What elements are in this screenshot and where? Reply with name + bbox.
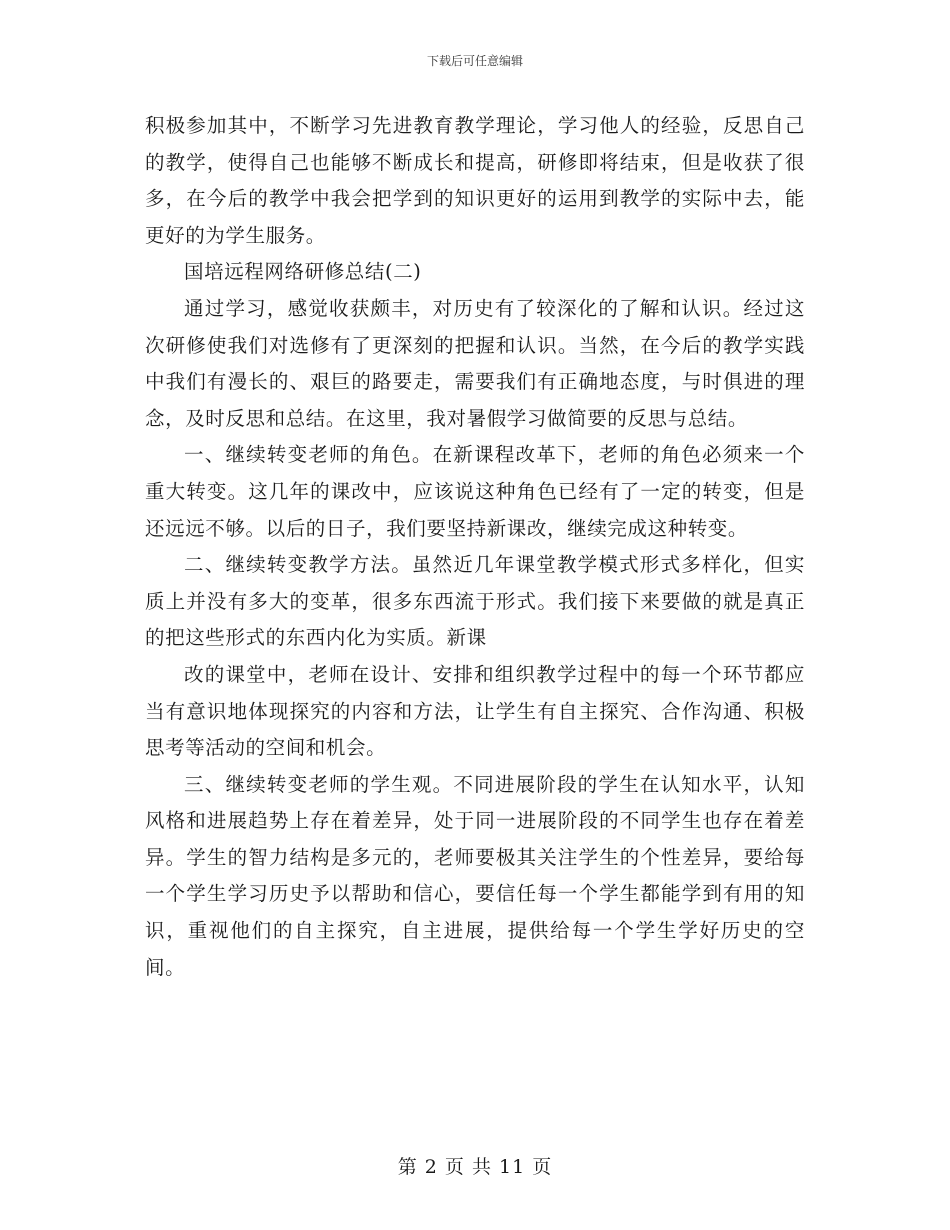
section-heading: 国培远程网络研修总结(二) <box>184 260 422 284</box>
paragraph-intro: 通过学习，感觉收获颇丰，对历史有了较深化的了解和认识。经过这次研修使我们对选修有了更深刻的把握和认识。当然，在今后的教学实践中我们有漫长的、艰巨的路要走，需要我们有正确地态度，与时俱进的理念，及时反思和总结。在这里，我对暑假学习做简要的反思与总结。 <box>145 296 805 430</box>
paragraph-point-three: 三、继续转变老师的学生观。不同进展阶段的学生在认知水平，认知风格和进展趋势上存在着差异，处于同一进展阶段的不同学生也存在着差异。学生的智力结构是多元的，老师要极其关注学生的个性差异，要给每一个学生学习历史予以帮助和信心，要信任每一个学生都能学到有用的知识，重视他们的自主探究，自主进展，提供给每一个学生学好历史的空间。 <box>145 772 805 979</box>
page-number: 第 2 页 共 11 页 <box>397 1156 553 1178</box>
paragraph-point-two-continued: 改的课堂中，老师在设计、安排和组织教学过程中的每一个环节都应当有意识地体现探究的内容和方法，让学生有自主探究、合作沟通、积极思考等活动的空间和机会。 <box>145 662 805 760</box>
paragraph-point-one: 一、继续转变老师的角色。在新课程改革下，老师的角色必须来一个重大转变。这几年的课改中，应该说这种角色已经有了一定的转变，但是还远远不够。以后的日子，我们要坚持新课改，继续完成这种转变。 <box>145 443 805 540</box>
page-header-note: 下载后可任意编辑 <box>426 54 523 68</box>
paragraph-continuation: 积极参加其中，不断学习先进教育教学理论，学习他人的经验，反思自己的教学，使得自己也能够不断成长和提高，研修即将结束，但是收获了很多，在今后的教学中我会把学到的知识更好的运用到教学的实际中去，能更好的为学生服务。 <box>145 114 805 247</box>
paragraph-point-two: 二、继续转变教学方法。虽然近几年课堂教学模式形式多样化，但实质上并没有多大的变革，很多东西流于形式。我们接下来要做的就是真正的把这些形式的东西内化为实质。新课 <box>145 553 805 650</box>
document-body <box>145 108 805 986</box>
